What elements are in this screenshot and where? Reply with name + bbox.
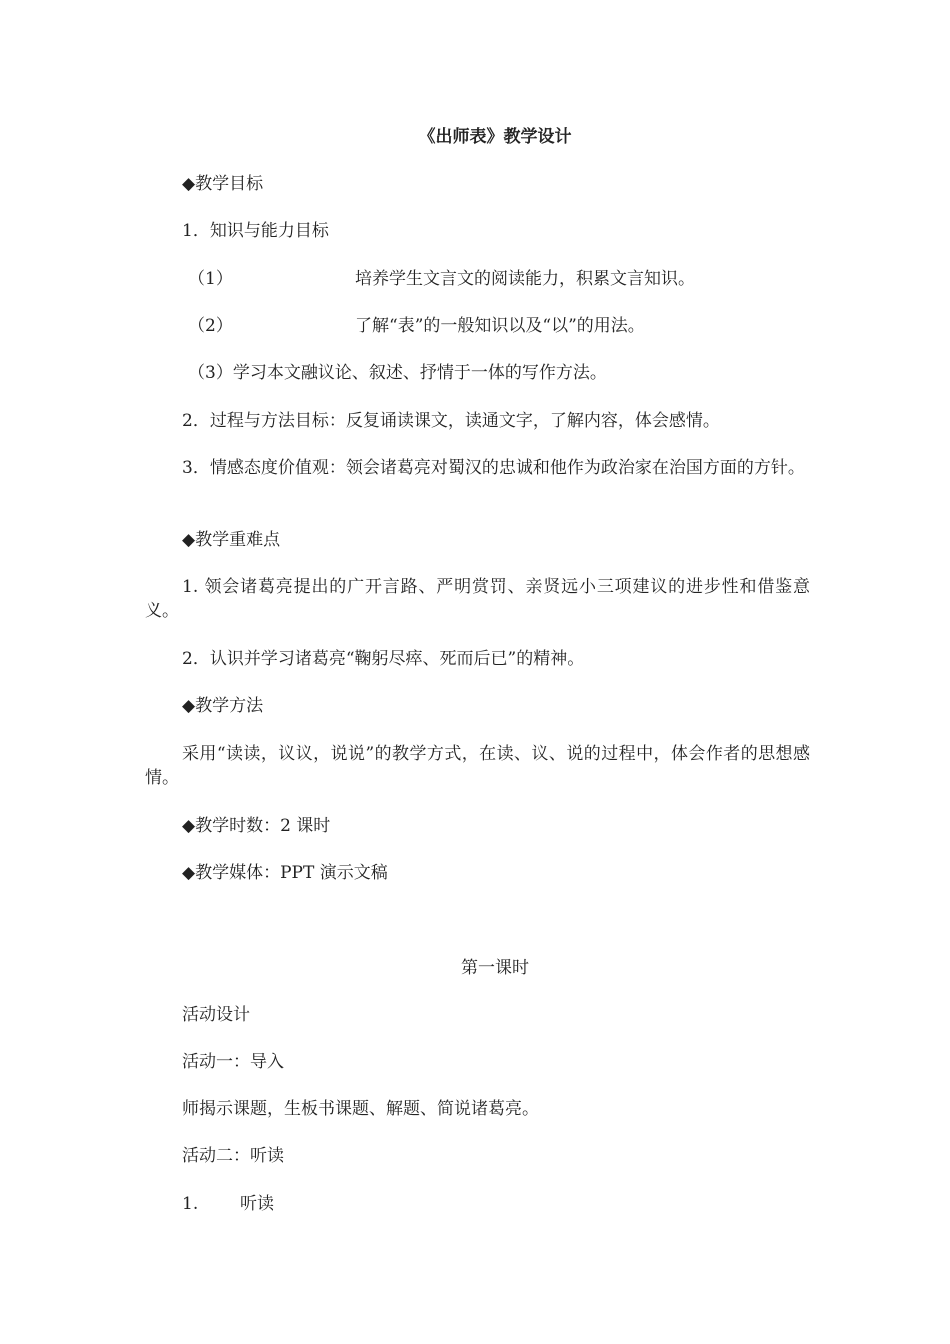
activity-1-text: 师揭示课题，生板书课题、解题、简说诸葛亮。	[182, 1099, 539, 1119]
activity-1-heading: 活动一：导入	[182, 1052, 284, 1072]
objective-2: 2．过程与方法目标：反复诵读课文，读通文字，了解内容，体会感情。	[182, 411, 720, 431]
section-heading-keypoints: ◆教学重难点	[182, 530, 281, 550]
objective-3: 3．情感态度价值观：领会诸葛亮对蜀汉的忠诚和他作为政治家在治国方面的方针。	[182, 458, 805, 478]
method-text: 采用“读读，议议，说说”的教学方式，在读、议、说的过程中，体会作者的思想感情。	[145, 744, 810, 788]
objective-1-item-2-text: 了解“表”的一般知识以及“以”的用法。	[355, 316, 645, 336]
lesson-1-title: 第一课时	[461, 958, 529, 978]
activity-design-heading: 活动设计	[182, 1005, 250, 1025]
listen-item-text: 听读	[240, 1194, 274, 1214]
activity-2-heading: 活动二：听读	[182, 1146, 284, 1166]
objective-1-item-1-text: 培养学生文言文的阅读能力，积累文言知识。	[355, 269, 695, 289]
keypoint-1: 1. 领会诸葛亮提出的广开言路、严明赏罚、亲贤远小三项建议的进步性和借鉴意义。	[145, 577, 810, 621]
document-title: 《出师表》教学设计	[418, 127, 572, 147]
keypoint-2: 2．认识并学习诸葛亮“鞠躬尽瘁、死而后已”的精神。	[182, 649, 585, 669]
section-heading-method: ◆教学方法	[182, 696, 264, 716]
teaching-hours: ◆教学时数：2 课时	[182, 816, 331, 836]
objective-1-item-2-number: （2）	[188, 316, 233, 336]
section-heading-objectives: ◆教学目标	[182, 174, 264, 194]
listen-item-number: 1.	[182, 1194, 199, 1214]
objective-1-item-3: （3）学习本文融议论、叙述、抒情于一体的写作方法。	[188, 363, 607, 383]
objective-1-item-1-number: （1）	[188, 269, 233, 289]
teaching-media: ◆教学媒体：PPT 演示文稿	[182, 863, 388, 883]
objective-1-heading: 1．知识与能力目标	[182, 221, 329, 241]
